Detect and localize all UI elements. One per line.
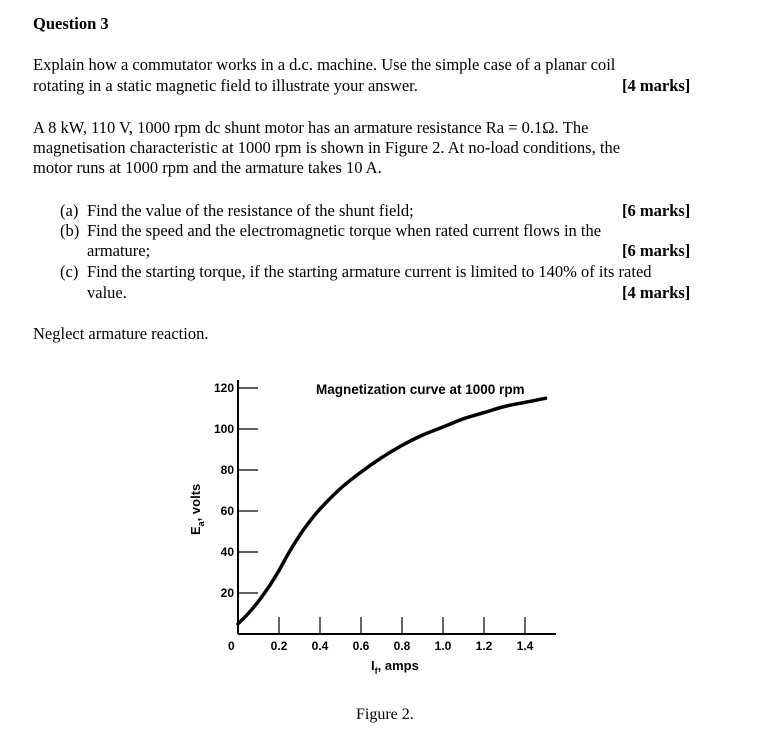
problem-line-1: A 8 kW, 110 V, 1000 rpm dc shunt motor has an armature resistance Ra = 0.1Ω. The [33,118,589,137]
y-tick-label: 20 [220,586,234,600]
y-axis-label-rest: , volts [188,483,203,522]
origin-label: 0 [228,639,235,653]
x-tick-label: 0.6 [352,639,370,653]
y-tick-label: 40 [220,545,234,559]
y-ticks [214,381,258,600]
note-text: Neglect armature reaction. [33,324,209,343]
part-b-text-2: armature; [87,241,151,260]
x-tick-label: 0.2 [270,639,288,653]
intro-line-1: Explain how a commutator works in a d.c. machine. Use the simple case of a planar coil [33,55,616,74]
y-tick-label: 120 [213,381,234,395]
x-axis-label-sub: f [374,666,378,676]
part-c-marks: [4 marks] [622,283,691,302]
x-tick-label: 1.4 [516,639,534,653]
part-c-text-2: value. [87,283,127,302]
part-c-text-1: Find the starting torque, if the starting armature current is limited to 140% of its rated [87,262,652,281]
chart-title: Magnetization curve at 1000 rpm [316,382,525,397]
intro-line-2: rotating in a static magnetic field to illustrate your answer. [33,76,418,95]
problem-line-2: magnetisation characteristic at 1000 rpm is shown in Figure 2. At no-load conditions, the [33,138,621,157]
x-tick-label: 0.8 [393,639,411,653]
part-a-text: Find the value of the resistance of the shunt field; [87,201,414,220]
y-tick-label: 80 [220,463,234,477]
part-b-marks: [6 marks] [622,241,691,260]
x-axis-label [371,658,419,676]
question-heading: Question 3 [33,14,109,33]
x-axis-label-main: I [371,658,375,673]
part-c-label: (c) [60,262,79,281]
part-a-marks: [6 marks] [622,201,691,220]
y-tick-label: 100 [213,422,234,436]
intro-marks: [4 marks] [622,76,691,95]
magnetization-curve-line [238,398,546,624]
x-tick-label: 1.0 [434,639,452,653]
y-axis-label-main: E [188,526,203,535]
figure-caption: Figure 2. [356,706,414,723]
y-axis-label [188,484,206,535]
part-b-text-1: Find the speed and the electromagnetic torque when rated current flows in the [87,221,602,240]
part-a-label: (a) [60,201,79,220]
part-b-label: (b) [60,221,80,240]
problem-line-3: motor runs at 1000 rpm and the armature takes 10 A. [33,158,382,177]
x-tick-label: 0.4 [311,639,329,653]
y-tick-label: 60 [220,504,234,518]
y-axis-label-sub: a [196,521,206,527]
x-tick-label: 1.2 [475,639,493,653]
x-axis-label-rest: , amps [377,658,419,673]
